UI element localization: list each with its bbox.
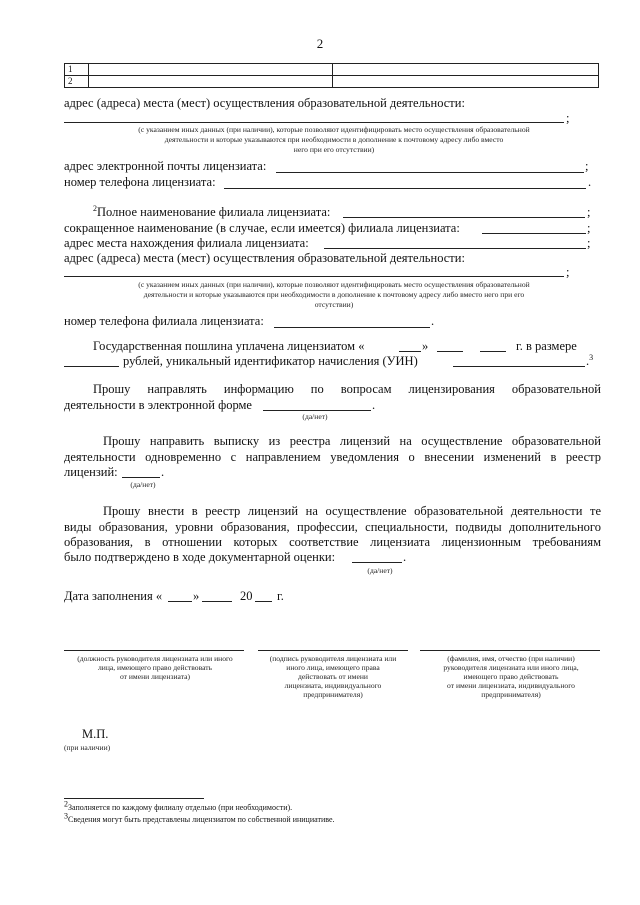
request-email-hint: (да/нет) — [302, 412, 328, 421]
request-extract-end: . — [161, 465, 165, 479]
position-caption: (должность руководителя лицензиата или иного лица, имеющего право действовать от имени лицензиата) — [77, 654, 233, 681]
branch-note-2: деятельности и которые указываются при необходимости в дополнение к почтовому адресу либо вместо него при его — [143, 290, 525, 299]
request-registry-text-2: виды образования, уровни образования, профессии, специальности, подвиды дополнительного — [64, 520, 601, 534]
date-day-field[interactable] — [168, 601, 192, 602]
address-note-3: него при его отсутствии) — [293, 145, 375, 154]
branch-short-name-label: сокращенное наименование (в случае, если имеется) филиала лицензиата: — [64, 221, 460, 235]
fee-text-4: рублей, уникальный идентификатор начисления (УИН) — [123, 354, 418, 368]
request-email-text-2: деятельности в электронной форме — [64, 398, 252, 412]
fee-amount-field[interactable] — [64, 366, 119, 367]
date-label: Дата заполнения « — [64, 589, 163, 603]
fee-end: .$^3$ — [586, 352, 594, 368]
fee-text-1: Государственная пошлина уплачена лицензиатом « — [93, 339, 365, 353]
request-extract-hint: (да/нет) — [130, 480, 156, 489]
request-extract-answer-field[interactable] — [122, 477, 160, 478]
request-email-text-1: Прошу направлять информацию по вопросам лицензирования образовательной — [93, 382, 601, 396]
email-field[interactable] — [276, 172, 584, 173]
table-cell — [89, 64, 333, 76]
request-email-end: . — [372, 398, 376, 412]
branch-location-label: адрес места нахождения филиала лицензиата: — [64, 236, 309, 250]
table-cell — [333, 76, 599, 88]
phone-field[interactable] — [224, 188, 586, 189]
branch-location-end: ; — [587, 236, 591, 250]
address-note-1: (с указанием иных данных (при наличии), которые позволяют идентифицировать место осуществления образовательной — [138, 125, 530, 134]
page-number: 2 — [316, 36, 324, 51]
address-note-2: деятельности и которые указываются при необходимости в дополнение к почтовому адресу либо вместо — [164, 135, 504, 144]
branch-note-3: отсутствии) — [314, 300, 354, 309]
branch-phone-label: номер телефона филиала лицензиата: — [64, 314, 264, 328]
table-cell-num: 1 — [65, 64, 89, 76]
phone-label: номер телефона лицензиата: — [64, 175, 216, 189]
request-extract-text-1: Прошу направить выписку из реестра лицензий на осуществление образовательной — [103, 434, 601, 448]
date-year-suffix: г. — [277, 589, 284, 603]
stamp-label: М.П. — [82, 727, 109, 741]
fee-uin-field[interactable] — [453, 366, 585, 367]
date-month-field[interactable] — [202, 601, 232, 602]
branch-short-name-end: ; — [587, 221, 591, 235]
branch-edu-address-field[interactable] — [64, 276, 564, 277]
date-mid: » — [193, 589, 200, 603]
signature-caption: (подпись руководителя лицензиата или иного лица, имеющего права действовать от имени лицензиата, индивидуального предпринимателя) — [269, 654, 397, 699]
fee-day-field[interactable] — [399, 351, 421, 352]
address-line[interactable] — [64, 122, 564, 123]
branch-note-1: (с указанием иных данных (при наличии), которые позволяют идентифицировать место осуществления образовательной — [138, 280, 530, 289]
request-registry-end: . — [403, 550, 407, 564]
request-extract-text-2: деятельности одновременно с направлением уведомления о внесении изменений в реестр — [64, 450, 601, 464]
table-row — [65, 64, 599, 76]
table-row — [65, 76, 599, 88]
branch-full-name-end: ; — [587, 205, 591, 219]
address-line-end: ; — [566, 111, 570, 125]
request-registry-text-3: образования, в отношении которых соответствие лицензиата лицензионным требованиям — [64, 535, 601, 549]
footnote-2: $^2$Заполняется по каждому филиалу отдельно (при необходимости). — [64, 799, 293, 812]
request-email-answer-field[interactable] — [263, 410, 371, 411]
signature-line[interactable] — [258, 650, 408, 651]
branch-edu-address-label: адрес (адреса) места (мест) осуществления образовательной деятельности: — [64, 251, 465, 265]
position-signature-line[interactable] — [64, 650, 244, 651]
fee-month-field[interactable] — [437, 351, 463, 352]
fee-year-field[interactable] — [480, 351, 506, 352]
fee-text-2: » — [422, 339, 429, 353]
footnote-separator — [64, 798, 204, 799]
fee-text-3: г. в размере — [516, 339, 577, 353]
table-cell — [89, 76, 333, 88]
request-extract-text-3: лицензий: — [64, 465, 118, 479]
fullname-signature-line[interactable] — [420, 650, 600, 651]
request-registry-answer-field[interactable] — [352, 562, 402, 563]
branch-full-name-label: $^2$Полное наименование филиала лицензиата: — [93, 203, 331, 219]
branch-full-name-field[interactable] — [343, 217, 585, 218]
table-cell-num: 2 — [65, 76, 89, 88]
request-registry-text-1: Прошу внести в реестр лицензий на осуществление образовательной деятельности те — [103, 504, 601, 518]
email-end: ; — [585, 159, 589, 173]
date-year-prefix: 20 — [240, 589, 253, 603]
date-year-field[interactable] — [255, 601, 272, 602]
fullname-caption: (фамилия, имя, отчество (при наличии) руководителя лицензиата или иного лица, имеющего право действовать от имени лицензиата, индивидуального предпринимателя) — [443, 654, 579, 699]
branch-short-name-field[interactable] — [482, 233, 586, 234]
branch-phone-field[interactable] — [274, 327, 430, 328]
request-registry-hint: (да/нет) — [367, 566, 393, 575]
footnote-mark: 3 — [589, 352, 594, 362]
email-label: адрес электронной почты лицензиата: — [64, 159, 267, 173]
stamp-note: (при наличии) — [64, 743, 111, 752]
table-cell — [333, 64, 599, 76]
branch-location-field[interactable] — [324, 248, 586, 249]
branch-phone-end: . — [431, 314, 435, 328]
address-label: адрес (адреса) места (мест) осуществления образовательной деятельности: — [64, 96, 465, 110]
data-table — [64, 63, 599, 88]
footnote-mark: 2 — [93, 203, 97, 213]
phone-end: . — [588, 175, 592, 189]
request-registry-text-4: было подтверждено в ходе документарной оценки: — [64, 550, 336, 564]
footnote-3: $^3$Сведения могут быть представлены лицензиатом по собственной инициативе. — [64, 811, 335, 824]
branch-edu-address-end: ; — [566, 265, 570, 279]
